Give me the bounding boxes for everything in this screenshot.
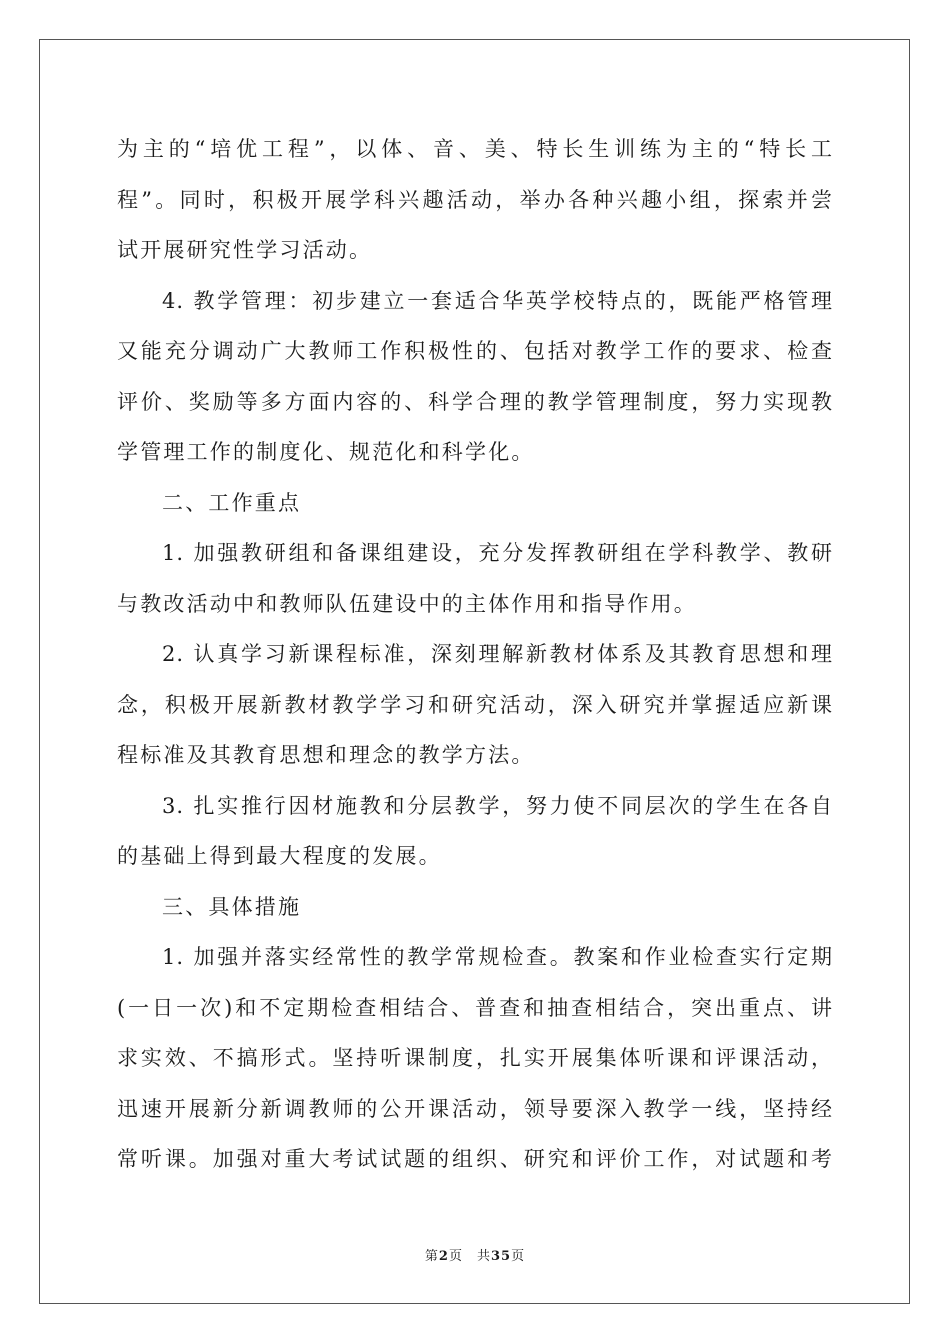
- text-line: 3. 扎实推行因材施教和分层教学，努力使不同层次的学生在各自: [162, 793, 833, 818]
- text-line: 1. 加强并落实经常性的教学常规检查。教案和作业检查实行定期: [162, 945, 833, 969]
- text-line: 评价、奖励等多方面内容的、科学合理的教学管理制度，努力实现教: [117, 389, 833, 414]
- footer-suffix: 页: [511, 1249, 526, 1264]
- text-line: 迅速开展新分新调教师的公开课活动，领导要深入教学一线，坚持经: [117, 1096, 833, 1121]
- text-line: 2. 认真学习新课程标准，深刻理解新教材体系及其教育思想和理: [162, 642, 833, 666]
- document-body: [117, 124, 833, 1185]
- page-footer: [0, 1245, 950, 1264]
- section-heading: 二、工作重点: [162, 490, 302, 515]
- footer-mid: 页 共: [448, 1249, 491, 1264]
- text-line: 的基础上得到最大程度的发展。: [117, 844, 442, 868]
- text-line: 学管理工作的制度化、规范化和科学化。: [117, 440, 535, 464]
- text-line: 又能充分调动广大教师工作积极性的、包括对教学工作的要求、检查: [117, 339, 833, 363]
- text-line: 程标准及其教育思想和理念的教学方法。: [117, 743, 535, 767]
- text-line: 程”。同时，积极开展学科兴趣活动，举办各种兴趣小组，探索并尝: [117, 187, 833, 212]
- text-line: 常听课。加强对重大考试试题的组织、研究和评价工作，对试题和考: [117, 1147, 833, 1171]
- total-page-count: 35: [490, 1249, 512, 1264]
- text-line: 为主的“培优工程”，以体、音、美、特长生训练为主的“特长工: [117, 137, 833, 161]
- text-line: 求实效、不搞形式。坚持听课制度，扎实开展集体听课和评课活动，: [117, 1046, 833, 1070]
- text-line: 4. 教学管理：初步建立一套适合华英学校特点的，既能严格管理: [162, 288, 833, 313]
- text-line: 试开展研究性学习活动。: [117, 238, 373, 262]
- text-line: 念，积极开展新教材教学学习和研究活动，深入研究并掌握适应新课: [117, 692, 833, 717]
- text-line: 与教改活动中和教师队伍建设中的主体作用和指导作用。: [117, 591, 697, 616]
- current-page-number: 2: [438, 1249, 449, 1264]
- section-heading: 三、具体措施: [162, 894, 302, 919]
- footer-prefix: 第: [424, 1249, 439, 1264]
- text-line: 1. 加强教研组和备课组建设，充分发挥教研组在学科教学、教研: [162, 541, 833, 565]
- text-line: (一日一次)和不定期检查相结合、普查和抽查相结合，突出重点、讲: [117, 995, 833, 1020]
